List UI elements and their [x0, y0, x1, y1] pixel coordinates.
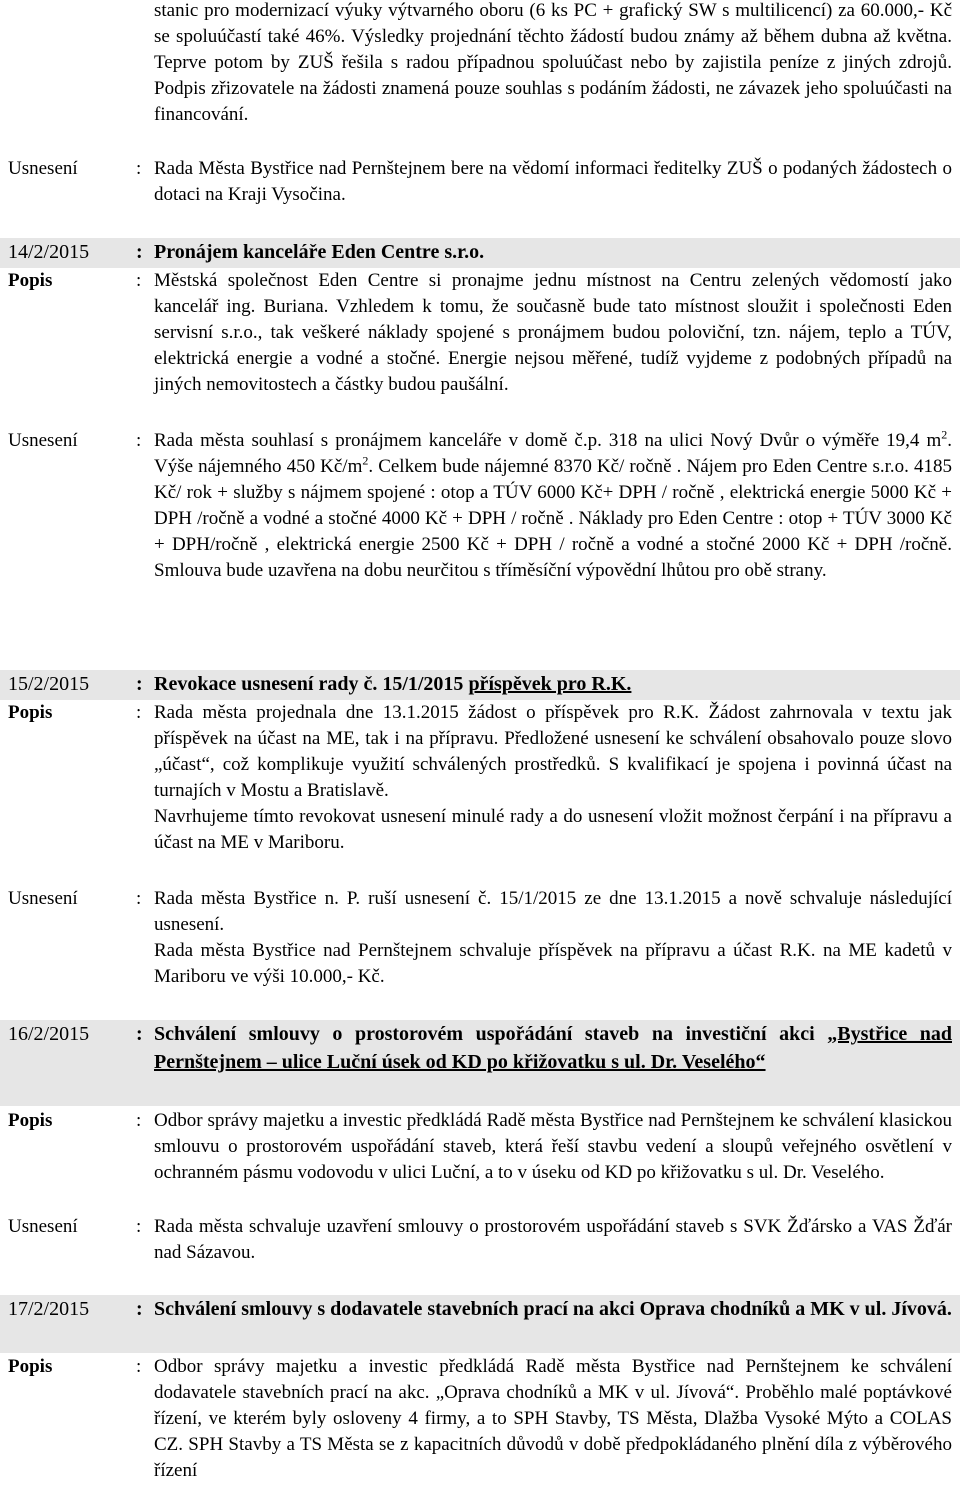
usneseni-label: Usnesení	[8, 1216, 78, 1237]
item-number: 14/2/2015	[8, 241, 90, 263]
popis-label: Popis	[8, 702, 53, 723]
item-title: Revokace usnesení rady č. 15/1/2015 příspěvek pro R.K.	[154, 673, 632, 695]
colon: :	[136, 1023, 143, 1045]
colon: :	[136, 430, 142, 451]
colon: :	[136, 1216, 142, 1237]
usneseni-text: Rada města souhlasí s pronájmem kanceláře v domě č.p. 318 na ulici Nový Dvůr o výměře 19,4 $m^2$. Výše nájemného 450 $Kč/m^2$. Celkem bude nájemné 8370 Kč/ ročně . Nájem pro Eden Centre s.r.o. 4185 Kč/ rok + služby s nájmem spojené : otop a TÚV 6000 Kč+ DPH / ročně , elektrická energie 5000 Kč + DPH /ročně a vodné a stočné 4000 Kč + DPH / ročně . Náklady pro Eden Centre : otop + TÚV 3000 Kč + DPH/ročně , elektrická energie 2500 Kč + DPH / ročně a vodné a stočné 2000 Kč + DPH /ročně. Smlouva bude uzavřena na dobu neurčitou s tříměsíční výpovědní lhůtou pro obě strany.	[154, 427, 952, 581]
usneseni-text: Rada města Bystřice n. P. ruší usnesení č. 15/1/2015 ze dne 13.1.2015 a nově schvaluje následující usnesení. Rada města Bystřice nad Pernštejnem schvaluje příspěvek na přípravu a účast R.K. na ME kadetů v Mariboru ve výši 10.000,- Kč.	[154, 888, 952, 987]
colon: :	[136, 1110, 142, 1131]
colon: :	[136, 673, 143, 695]
usneseni-text: Rada Města Bystřice nad Pernštejnem bere na vědomí informaci ředitelky ZUŠ o podaných žádostech o dotaci na Kraji Vysočina.	[154, 158, 952, 205]
usneseni-text: Rada města schvaluje uzavření smlouvy o prostorovém uspořádání staveb s SVK Žďársko a VAS Žďár nad Sázavou.	[154, 1216, 952, 1263]
item-title: Pronájem kanceláře Eden Centre s.r.o.	[154, 241, 485, 263]
popis-text: Odbor správy majetku a investic předkládá Radě města Bystřice nad Pernštejnem ke schválení klasickou smlouvu o prostorovém uspořádání staveb, která řeší stavbu vedení a sloupů veřejného osvětlení v ochranném pásmu vodovodu v ulici Luční, a to v úseku od KD po křižovatku s ul. Dr. Veselého.	[154, 1110, 952, 1183]
item-title: Schválení smlouvy s dodavatele stavebních prací na akci Oprava chodníků a MK v ul. Jívová.	[154, 1298, 952, 1320]
usneseni-label: Usnesení	[8, 430, 78, 451]
colon: :	[136, 888, 142, 909]
colon: :	[136, 1298, 143, 1320]
popis-text: Městská společnost Eden Centre si pronajme jednu místnost na Centru zelených vědomostí jako kancelář ing. Buriana. Vzhledem k tomu, že současně bude tato místnost sloužit i společnosti Eden servisní s.r.o., tak veškeré náklady spojené s pronájmem budou poloviční, tzn. nájem, teplo a TÚV, elektrická energie a vodné a stočné. Energie nejsou měřené, tudíž vyjdeme z podobných případů na jiných nemovitostech a částky budou paušální.	[154, 270, 952, 395]
item-title: Schválení smlouvy o prostorovém uspořádání staveb na investiční akci „Bystřice nad Pernštejnem – ulice Luční úsek od KD po křižovatku s ul. Dr. Veselého“	[154, 1023, 952, 1073]
popis-label: Popis	[8, 1110, 53, 1131]
colon: :	[136, 241, 143, 263]
usneseni-label: Usnesení	[8, 888, 78, 909]
popis-text: Rada města projednala dne 13.1.2015 žádost o příspěvek pro R.K. Žádost zahrnovala v textu jak příspěvek na účast na ME, tak i na přípravu. Předložené usnesení ke schválení obsahovalo pouze slovo „účast“, což komplikuje využití schválených prostředků. S kvalifikací je spojena i povinná účast na turnajích v Mostu a Bratislavě. Navrhujeme tímto revokovat usnesení minulé rady a do usnesení vložit možnost čerpání i na přípravu a účast na ME v Mariboru.	[154, 702, 952, 853]
colon: :	[136, 1356, 142, 1377]
colon: :	[136, 270, 142, 291]
colon: :	[136, 702, 142, 723]
popis-text: Odbor správy majetku a investic předkládá Radě města Bystřice nad Pernštejnem ke schválení dodavatele stavebních prací na akc. „Oprava chodníků a MK v ul. Jívová“. Proběhlo malé poptávkové řízení, ve kterém byly osloveny 4 firmy, a to SPH Stavby, TS Města, Dlažba Vysoké Mýto a COLAS CZ. SPH Stavby a TS Města se z kapacitních důvodů v době předpokládaného plnění díla z výběrového řízení	[154, 1356, 952, 1481]
item-number: 17/2/2015	[8, 1298, 90, 1320]
item-number: 16/2/2015	[8, 1023, 90, 1045]
item-heading	[0, 670, 960, 700]
item-heading	[0, 1020, 960, 1106]
usneseni-label: Usnesení	[8, 158, 78, 179]
item-heading	[0, 238, 960, 268]
popis-label: Popis	[8, 270, 53, 291]
colon: :	[136, 158, 142, 179]
item-heading	[0, 1295, 960, 1353]
item-number: 15/2/2015	[8, 673, 90, 695]
intro-popis-text: stanic pro modernizací výuky výtvarného oboru (6 ks PC + grafický SW s multilicencí) za 60.000,- Kč se spoluúčastí také 46%. Výsledky projednání těchto žádostí budou známy až během dubna až května. Teprve potom by ZUŠ řešila s radou případnou spoluúčast nebo by zajistila peníze z jiných zdrojů. Podpis zřizovatele na žádosti znamená pouze souhlas s podáním žádosti, ne závazek jeho spoluúčasti na financování.	[154, 0, 952, 125]
popis-label: Popis	[8, 1356, 53, 1377]
